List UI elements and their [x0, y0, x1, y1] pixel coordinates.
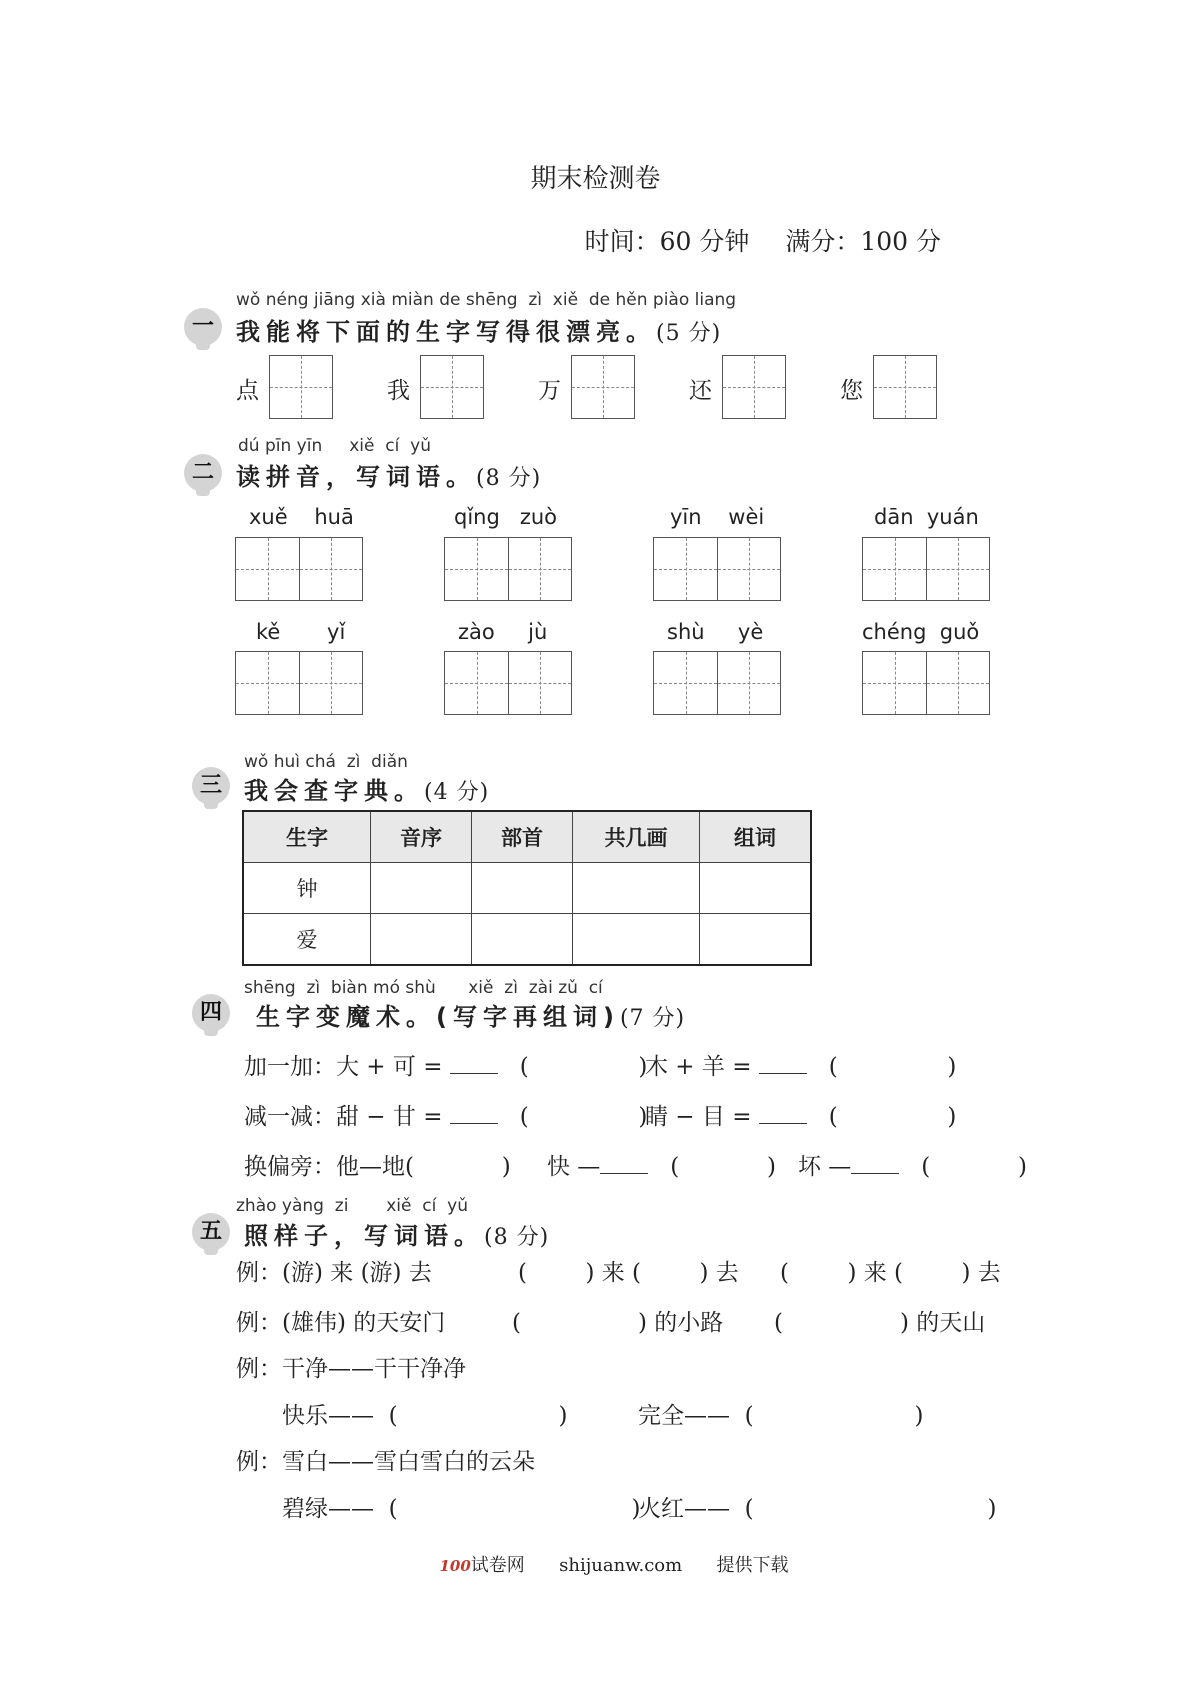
time-limit: 时间：60 分钟 — [584, 227, 750, 256]
tianzige-box[interactable] — [269, 355, 333, 419]
char-label: 万 — [538, 378, 561, 404]
row-char: 爱 — [243, 914, 371, 966]
tianzige-box[interactable] — [717, 537, 781, 601]
s1-heading — [236, 312, 721, 347]
footer — [428, 1530, 789, 1577]
row-char: 钟 — [243, 863, 371, 914]
s5-answer-3b[interactable]: 完全—— ( ) — [638, 1403, 924, 1429]
s5-answer-2b[interactable]: ( ) 的天山 — [774, 1310, 986, 1336]
word-boxes — [862, 537, 990, 601]
s3-heading — [244, 771, 489, 806]
tianzige-box[interactable] — [299, 537, 363, 601]
s4-heading-text: 生字变魔术。(写字再组词) — [256, 1003, 620, 1031]
site-url[interactable]: shijuanw.com — [559, 1555, 683, 1576]
s4-score: (7 分) — [619, 1006, 686, 1031]
s3-heading-text: 我会查字典。 — [244, 777, 424, 805]
tianzige-box[interactable] — [862, 537, 926, 601]
col-header: 生字 — [243, 811, 371, 863]
s4-line-2b: 睛 − 目 = ( ) — [645, 1104, 957, 1130]
s4-heading — [256, 997, 685, 1032]
answer-blank[interactable] — [759, 1055, 807, 1074]
tianzige-box[interactable] — [235, 651, 299, 715]
download-note: 提供下载 — [716, 1555, 789, 1576]
swap-expr-1: 换偏旁：他—地( — [244, 1154, 414, 1180]
s5-example-3: 例：干净——干干净净 — [236, 1356, 466, 1382]
table-header-row — [243, 811, 811, 863]
s5-answer-3a[interactable]: 快乐—— ( ) — [282, 1403, 568, 1429]
word-pinyin: xuě huā — [249, 505, 354, 529]
col-header: 组词 — [700, 811, 812, 863]
s5-example-4: 例：雪白——雪白雪白的云朵 — [236, 1449, 535, 1475]
s4-line-2: 减一减：甜 − 甘 = ( ) — [244, 1104, 648, 1130]
tianzige-box[interactable] — [508, 651, 572, 715]
sub-expr-1: 减一减：甜 − 甘 = — [244, 1104, 443, 1130]
word-boxes — [653, 651, 781, 715]
s4-line-3c: 坏 — ( ) — [798, 1154, 1027, 1180]
answer-cell[interactable] — [371, 863, 472, 914]
tianzige-box[interactable] — [926, 537, 990, 601]
sub-expr-2: 睛 − 目 = — [645, 1104, 752, 1130]
s5-answer-4b[interactable]: 火红—— ( ) — [638, 1496, 997, 1522]
s4-badge: 四 — [192, 994, 230, 1032]
site-logo: 100 — [439, 1557, 471, 1575]
s5-badge: 五 — [192, 1213, 230, 1251]
s5-score: (8 分) — [484, 1225, 550, 1250]
answer-cell[interactable] — [472, 914, 573, 966]
col-header: 共几画 — [573, 811, 700, 863]
char-label: 我 — [387, 378, 410, 404]
s5-heading — [244, 1216, 549, 1251]
answer-blank[interactable] — [759, 1105, 807, 1124]
s5-answer-4a[interactable]: 碧绿—— ( ) — [282, 1496, 641, 1522]
s1-score: (5 分) — [656, 321, 722, 346]
char-label: 还 — [689, 378, 712, 404]
s1-badge: 一 — [184, 308, 222, 346]
word-boxes — [444, 537, 572, 601]
s4-line-3: 换偏旁：他—地( ) — [244, 1154, 511, 1180]
answer-cell[interactable] — [700, 914, 812, 966]
s5-pinyin: zhào yàng zi xiě cí yǔ — [236, 1196, 469, 1216]
tianzige-box[interactable] — [299, 651, 363, 715]
dictionary-table — [242, 810, 812, 966]
answer-cell[interactable] — [472, 863, 573, 914]
s3-pinyin: wǒ huì chá zì diǎn — [244, 752, 408, 772]
word-pinyin: shù yè — [667, 620, 764, 644]
answer-blank[interactable] — [600, 1155, 648, 1174]
word-pinyin: zào jù — [458, 620, 548, 644]
tianzige-box[interactable] — [653, 651, 717, 715]
tianzige-box[interactable] — [873, 355, 937, 419]
tianzige-box[interactable] — [508, 537, 572, 601]
s2-heading — [236, 457, 541, 492]
char-label: 您 — [840, 378, 863, 404]
tianzige-box[interactable] — [571, 355, 635, 419]
s1-heading-text: 我能将下面的生字写得很漂亮。 — [236, 318, 656, 346]
tianzige-box[interactable] — [235, 537, 299, 601]
answer-blank[interactable] — [450, 1105, 498, 1124]
s4-line-1b: 木 + 羊 = ( ) — [645, 1054, 957, 1080]
s4-line-3b: 快 — ( ) — [547, 1154, 776, 1180]
word-boxes — [444, 651, 572, 715]
word-boxes — [653, 537, 781, 601]
s1-pinyin: wǒ néng jiāng xià miàn de shēng zì xiě de hěn piào liang — [236, 290, 737, 310]
s5-answer-1b[interactable]: ( ) 来 ( ) 去 — [780, 1260, 1001, 1286]
word-boxes — [862, 651, 990, 715]
add-expr-1: 加一加：大 + 可 = — [244, 1054, 443, 1080]
word-pinyin: qǐng zuò — [454, 505, 558, 529]
tianzige-box[interactable] — [862, 651, 926, 715]
s3-badge: 三 — [192, 767, 230, 805]
tianzige-box[interactable] — [717, 651, 781, 715]
full-score: 满分：100 分 — [785, 227, 941, 256]
tianzige-box[interactable] — [653, 537, 717, 601]
word-boxes — [235, 651, 363, 715]
word-pinyin: dān yuán — [874, 505, 979, 529]
swap-expr-2: 快 — — [547, 1154, 601, 1180]
tianzige-box[interactable] — [444, 651, 508, 715]
exam-meta — [557, 222, 941, 258]
answer-cell[interactable] — [371, 914, 472, 966]
answer-blank[interactable] — [851, 1155, 899, 1174]
s4-pinyin: shēng zì biàn mó shù xiě zì zài zǔ cí — [244, 978, 603, 998]
s5-answer-2a[interactable]: ( ) 的小路 — [512, 1310, 724, 1336]
s5-answer-1a[interactable]: ( ) 来 ( ) 去 — [518, 1260, 739, 1286]
tianzige-box[interactable] — [926, 651, 990, 715]
s2-heading-text: 读拼音，写词语。 — [236, 463, 476, 491]
table-row — [243, 914, 811, 966]
site-name: 试卷网 — [470, 1555, 525, 1576]
col-header: 音序 — [371, 811, 472, 863]
word-pinyin: kě yǐ — [256, 620, 346, 644]
s2-pinyin: dú pīn yīn xiě cí yǔ — [238, 436, 432, 456]
word-pinyin: yīn wèi — [670, 505, 765, 529]
answer-cell[interactable] — [700, 863, 812, 914]
s2-score: (8 分) — [476, 466, 542, 491]
tianzige-box[interactable] — [722, 355, 786, 419]
word-boxes — [235, 537, 363, 601]
col-header: 部首 — [472, 811, 573, 863]
answer-blank[interactable] — [450, 1055, 498, 1074]
s5-example-2: 例：(雄伟) 的天安门 — [236, 1310, 446, 1336]
s4-line-1: 加一加：大 + 可 = ( ) — [244, 1054, 648, 1080]
answer-cell[interactable] — [573, 914, 700, 966]
char-label: 点 — [236, 378, 259, 404]
s3-score: (4 分) — [424, 780, 490, 805]
word-pinyin: chéng guǒ — [862, 620, 980, 644]
s5-heading-text: 照样子，写词语。 — [244, 1222, 484, 1250]
table-row — [243, 863, 811, 914]
add-expr-2: 木 + 羊 = — [645, 1054, 752, 1080]
s2-badge: 二 — [184, 454, 222, 492]
s5-example-1: 例：(游) 来 (游) 去 — [236, 1260, 432, 1286]
page-title: 期末检测卷 — [530, 164, 661, 194]
answer-cell[interactable] — [573, 863, 700, 914]
tianzige-box[interactable] — [420, 355, 484, 419]
swap-expr-3: 坏 — — [798, 1154, 852, 1180]
tianzige-box[interactable] — [444, 537, 508, 601]
